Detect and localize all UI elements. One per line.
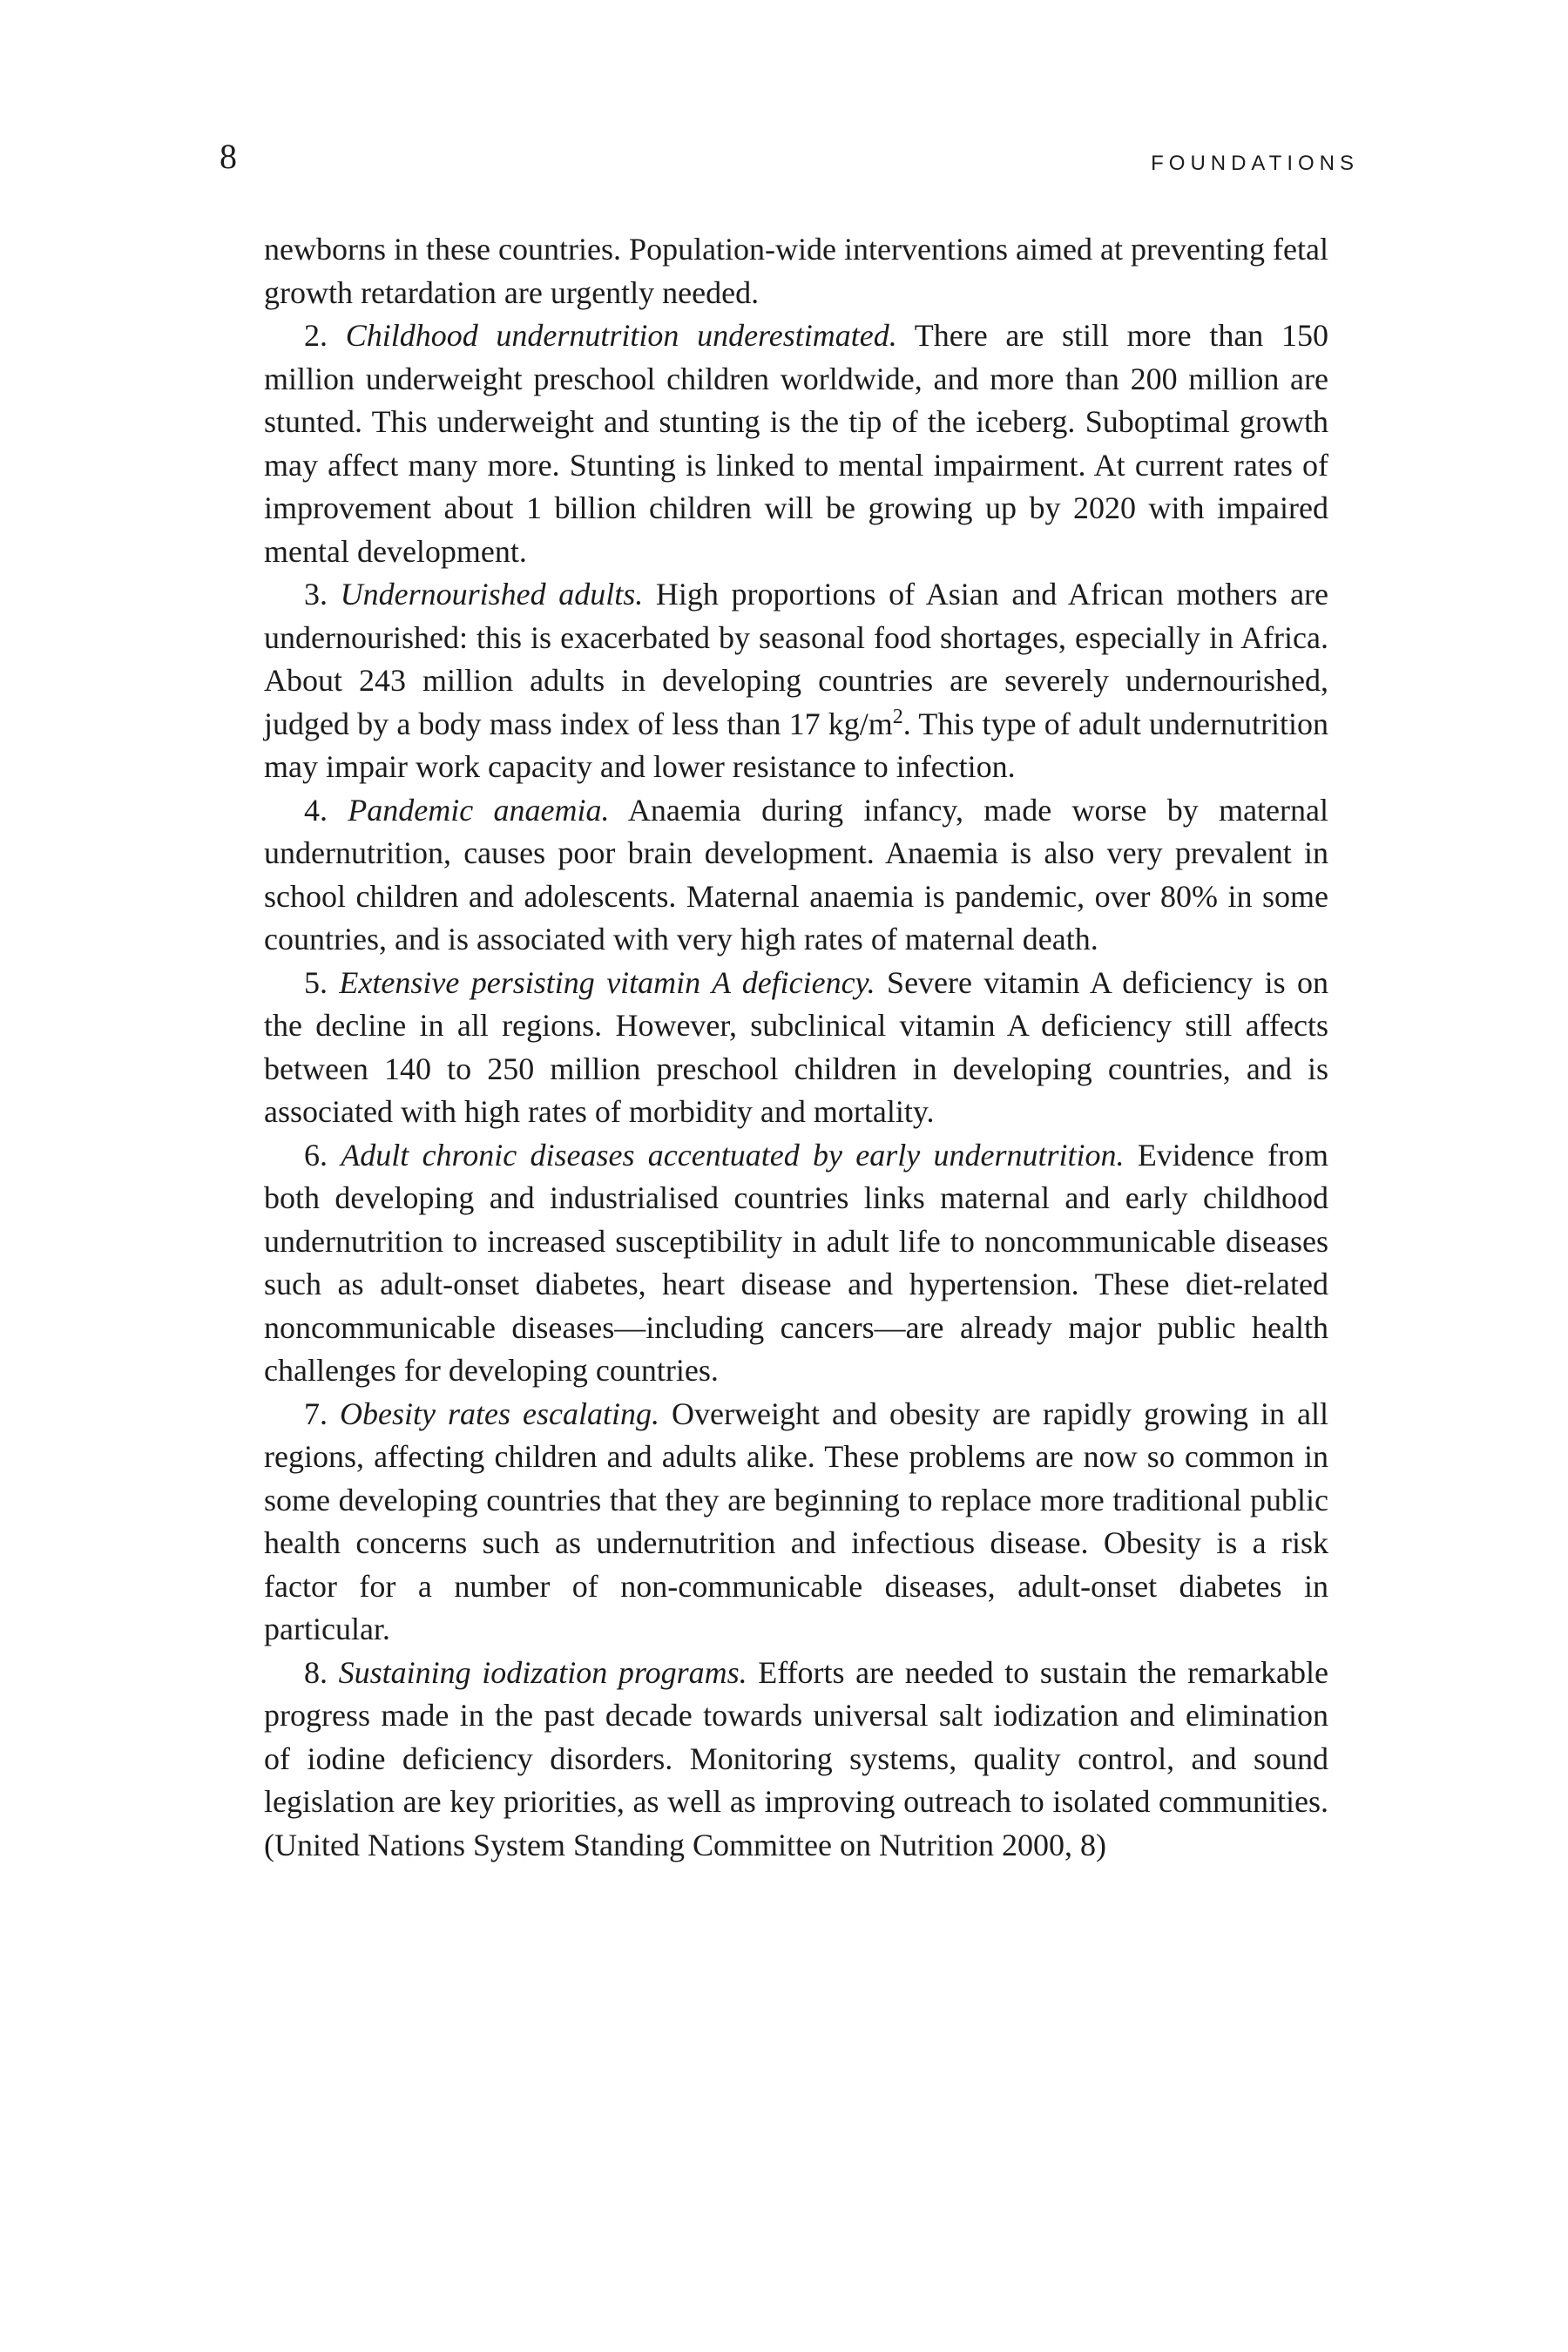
running-head: FOUNDATIONS	[1151, 152, 1359, 175]
lead-paragraph: newborns in these countries. Population-wide interventions aimed at preventing fetal growth retardation are urgently needed.	[264, 232, 1328, 310]
item-title: Pandemic anaemia.	[348, 792, 610, 828]
item-text: Efforts are needed to sustain the remarkable progress made in the past decade towards universal salt iodization and elimination of iodine deficiency disorders. Monitoring systems, quality control, and sound legislation are key priorities, as well as improving outreach to isolated communities. (United Nations System Standing Committee on Nutrition 2000, 8)	[264, 1654, 1329, 1862]
item-number: 3.	[304, 577, 328, 612]
item-text-continued: . This type of adult undernutrition may impair work capacity and lower resistance to infection.	[264, 706, 1328, 784]
item-7	[264, 1393, 1328, 1652]
item-text: High proportions of Asian and African mothers are undernourished: this is exacerbated by seasonal food shortages, especially in Africa. About 243 million adults in developing countries are severely undernourished, judged by a body mass index of less than 17 kg/m	[264, 577, 1329, 741]
item-title: Obesity rates escalating.	[340, 1396, 660, 1431]
superscript: 2	[892, 705, 903, 728]
item-text: Evidence from both developing and industrialised countries links maternal and early childhood undernutrition to increased susceptibility in adult life to noncommunicable diseases such as adult-onset diabetes, heart disease and hypertension. These diet-related noncommunicable diseases—including cancers—are already major public health challenges for developing countries.	[264, 1137, 1329, 1388]
item-2	[264, 314, 1328, 573]
item-5	[264, 962, 1328, 1134]
item-number: 5.	[304, 964, 328, 1000]
item-text: There are still more than 150 million underweight preschool children worldwide, and more than 200 million are stunted. This underweight and stunting is the tip of the iceberg. Suboptimal growth may affect many more. Stunting is linked to mental impairment. At current rates of improvement about 1 billion children will be growing up by 2020 with impaired mental development.	[264, 318, 1328, 569]
item-number: 4.	[304, 792, 328, 828]
item-4	[264, 789, 1328, 962]
item-number: 2.	[304, 318, 328, 353]
item-3	[264, 573, 1328, 789]
item-number: 8.	[304, 1654, 328, 1690]
item-title: Extensive persisting vitamin A deficiency.	[339, 964, 875, 1000]
item-number: 6.	[304, 1137, 328, 1173]
item-6	[264, 1134, 1328, 1393]
item-number: 7.	[304, 1396, 328, 1431]
item-title: Sustaining iodization programs.	[338, 1654, 747, 1690]
item-text: Severe vitamin A deficiency is on the decline in all regions. However, subclinical vitamin A deficiency still affects between 140 to 250 million preschool children in developing countries, and is associated with high rates of morbidity and mortality.	[264, 964, 1329, 1129]
item-title: Adult chronic diseases accentuated by early undernutrition.	[341, 1137, 1125, 1173]
item-title: Undernourished adults.	[340, 577, 644, 612]
item-8	[264, 1652, 1328, 1868]
item-text: Anaemia during infancy, made worse by maternal undernutrition, causes poor brain development. Anaemia is also very prevalent in school children and adolescents. Maternal anaemia is pandemic, over 80% in some countries, and is associated with very high rates of maternal death.	[264, 792, 1329, 956]
item-title: Childhood undernutrition underestimated.	[345, 318, 897, 353]
body-text	[264, 228, 1328, 1867]
item-text: Overweight and obesity are rapidly growing in all regions, affecting children and adults alike. These problems are now so common in some developing countries that they are beginning to replace more traditional public health concerns such as undernutrition and infectious disease. Obesity is a risk factor for a number of non-communicable diseases, adult-onset diabetes in particular.	[264, 1396, 1329, 1646]
page-number: 8	[220, 137, 237, 176]
